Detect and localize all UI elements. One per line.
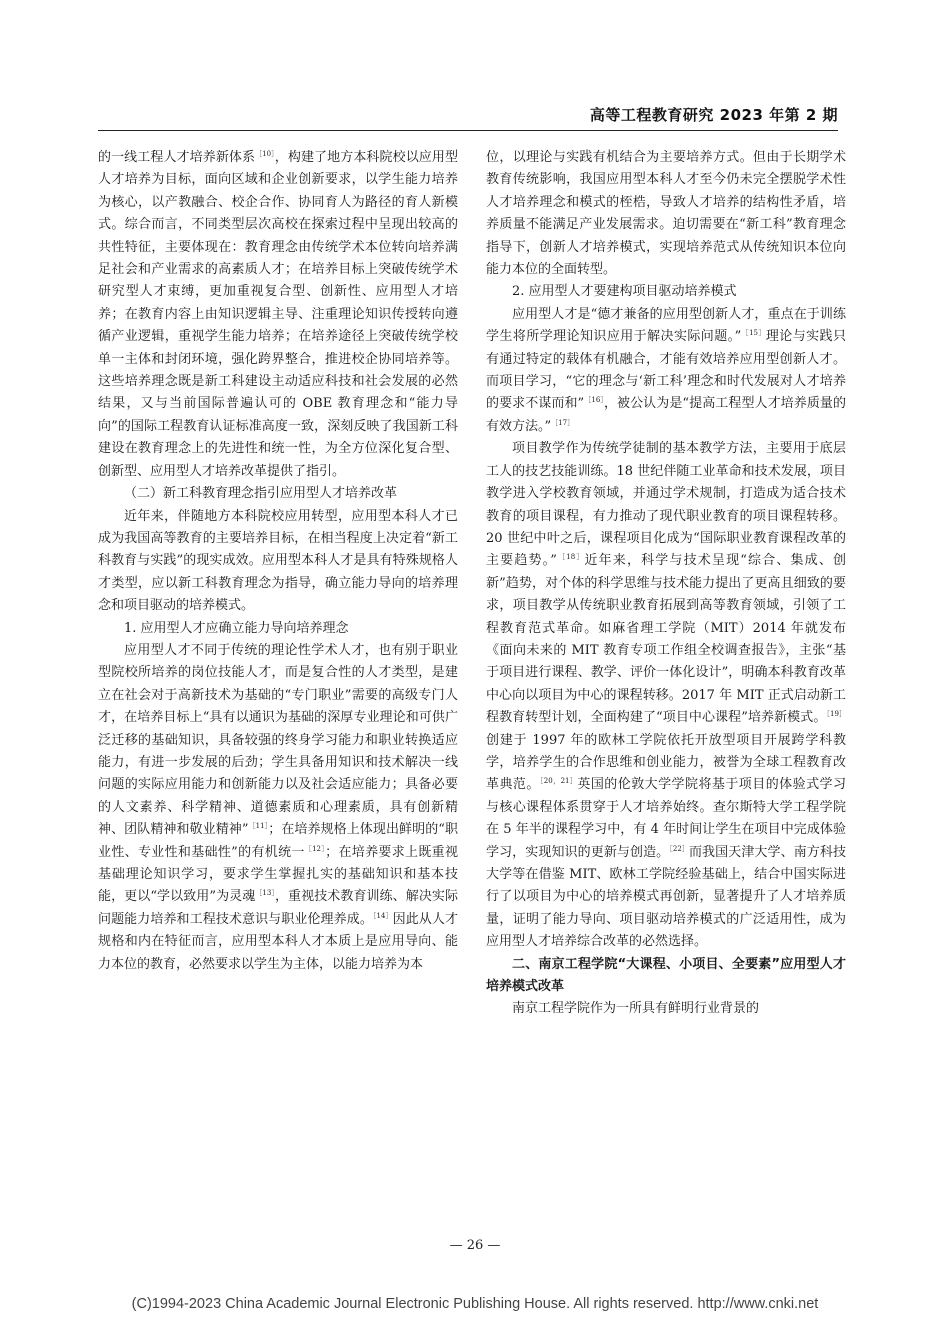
journal-issue-header: 高等工程教育研究 2023 年第 2 期 [589,106,838,124]
body-paragraph [486,438,846,953]
text-run: 1. 应用型人才应确立能力导向培养理念 [124,620,349,636]
text-run: 项目教学作为传统学徒制的基本教学方法，主要用于底层工人的技艺技能训练。18 世纪伴随工业革命和技术发展，项目教学进入学校教育领域，并通过学术规制，打造成为适合技术教育的项目课程，有力推动了现代职业教育的项目课程转移。20 世纪中叶之后，课程项目化成为“国际职业教育课程改革的主要趋势。” [486,441,846,569]
subsection-heading-1 [98,618,458,640]
section-heading-2 [98,483,458,505]
text-run: ，被公认为是“提高工程型人才培养质量的有效方法。” [486,396,846,434]
running-header [98,100,838,132]
left-column [98,147,458,976]
text-run: 应用型人才是“德才兼备的应用型创新人才，重点在于训练学生将所学理论知识应用于解决实际问题。” [486,306,846,345]
citation-ref: ［22］ [669,844,689,853]
text-run: 因此从人才规格和内在特征而言，应用型本科人才本质上是应用导向、能力本位的教育，必然要求以学生为主体，以能力培养为本 [98,911,458,972]
text-run: 的一线工程人才培养新体系 [98,150,256,165]
text-run: 创建于 1997 年的欧林工学院依托开放型项目开展跨学科教学，培养学生的合作思维和创业能力，被誉为全球工程教育改革典范。 [486,732,846,793]
text-run: 南京工程学院作为一所具有鲜明行业背景的 [512,1001,760,1017]
citation-ref: ［14］ [372,911,393,920]
text-run: 近年来，科学与技术呈现“综合、集成、创新”趋势，对个体的科学思维与技术能力提出了更高且细致的要求，项目教学从传统职业教育拓展到高等教育领域，引领了工程教育范式革命。如麻省理工学院（MIT）2014 年就发布《面向未来的 MIT 教育专项工作组全校调查报告》，主张“基于项目进行课程、教学、评价一体化设计”，明确本科教育改革中心向以项目为中心的课程转移。2017 年 MIT 正式启动新工程教育转型计划，全面构建了“项目中心课程”培养新模式。 [486,553,846,726]
text-run: 而我国天津大学、南方科技大学等在借鉴 MIT、欧林工学院经验基础上，结合中国实际进行了以项目为中心的培养模式再创新，显著提升了人才培养质量，证明了能力导向、项目驱动培养模式的广泛适用性，成为应用型人才培养综合改革的必然选择。 [486,844,846,950]
text-run: 理论与实践只有通过特定的载体有机融合，才能有效培养应用型创新人才。而项目学习，“它的理念与‘新工科’理念和时代发展对人才培养的要求不谋而和” [486,329,846,412]
citation-ref: ［12］ [304,844,326,853]
text-run: 应用型人才不同于传统的理论性学术人才，也有别于职业型院校所培养的岗位技能人才，而是复合性的人才类型，是建立在社会对于高新技术为基础的“专门职业”需要的高级专门人才，在培养目标上“具有以通识为基础的深厚专业理论和可供广泛迁移的基础知识，具备较强的终身学习能力和职业转换适应能力，有进一步发展的后劲；学生具备用知识和技术解决一线问题的实际应用能力和创新能力以及社会适应能力；具备必要的人文素养、科学精神、道德素质和心理素质，具有创新精神、团队精神和敬业精神” [98,642,458,838]
citation-ref: ［19］ [826,710,846,719]
text-run: 2. 应用型人才要建构项目驱动培养模式 [512,284,737,300]
citation-ref: ［20，21］ [539,777,578,786]
paragraph-continuation [98,147,458,483]
citation-ref: ［11］ [248,822,269,831]
text-run: 二、南京工程学院“大课程、小项目、全要素”应用型人才培养模式改革 [486,956,846,995]
text-run: ；在培养要求上既重视基础理论知识学习，要求学生掌握扎实的基础知识和基本技能，更以“学以致用”为灵魂 [98,844,458,905]
paragraph-continuation [486,147,846,281]
text-run: （二）新工科教育理念指引应用型人才培养改革 [124,486,398,502]
text-run: ，重视技术教育训练、解决实际问题能力培养和工程技术意识与职业伦理养成。 [98,889,458,927]
section-heading-two [486,954,846,999]
text-run: 近年来，伴随地方本科院校应用转型，应用型本科人才已成为我国高等教育的主要培养目标，在相当程度上决定着“新工科教育与实践”的现实成效。应用型本科人才是具有特殊规格人才类型，应以新工科教育理念为指导，确立能力导向的培养理念和项目驱动的培养模式。 [98,508,458,614]
right-column [486,147,846,1021]
text-run: ，构建了地方本科院校以应用型人才培养为目标，面向区域和企业创新要求，以学生能力培养为核心，以产教融合、校企合作、协同育人为路径的育人新模式。综合而言，不同类型层次高校在探索过程中呈现出较高的共性特征，主要体现在：教育理念由传统学术本位转向培养满足社会和产业需求的高素质人才；在培养目标上突破传统学术研究型人才束缚，更加重视复合型、创新性、应用型人才培养；在教育内容上由知识逻辑主导、注重理论知识传授转向遵循产业逻辑，重视学生能力培养；在培养途径上突破传统学校单一主体和封闭环境，强化跨界整合，推进校企协同培养等。这些培养理念既是新工科建设主动适应科技和社会发展的必然结果，又与当前国际普遍认可的 OBE 教育理念和“能力导向”的国际工程教育认证标准高度一致，深刻反映了我国新工科建设在教育理念上的先进性和统一性，为全方位深化复合型、创新型、应用型人才培养改革提供了指引。 [98,150,458,479]
text-run: ；在培养规格上体现出鲜明的“职业性、专业性和基础性”的有机统一 [98,822,458,860]
text-run: 英国的伦敦大学学院将基于项目的体验式学习与核心课程体系贯穿于人才培养始终。查尔斯特大学工程学院在 5 年半的课程学习中，有 4 年时间让学生在项目中完成体验学习，实现知识的更新与创造。 [486,777,846,860]
body-paragraph [98,640,458,976]
body-paragraph [98,506,458,618]
citation-ref: ［13］ [255,889,275,898]
citation-ref: ［16］ [584,396,604,405]
subsection-heading-2 [486,281,846,303]
page-number: — 26 — [449,1238,501,1253]
citation-ref: ［18］ [556,553,585,562]
citation-ref: ［10］ [255,150,275,158]
citation-ref: ［17］ [551,418,575,427]
body-paragraph [486,998,846,1020]
header-divider [98,130,838,131]
citation-ref: ［15］ [741,329,766,338]
text-run: 位，以理论与实践有机结合为主要培养方式。但由于长期学术教育传统影响，我国应用型本科人才至今仍未完全摆脱学术性人才培养理念和模式的桎梏，导致人才培养的结构性矛盾，培养质量不能满足产业发展需求。迫切需要在“新工科”教育理念指导下，创新人才培养模式，实现培养范式从传统知识本位向能力本位的全面转型。 [486,150,846,278]
body-paragraph [486,304,846,438]
copyright-footer: (C)1994-2023 China Academic Journal Electronic Publishing House. All rights reserved. http://www.cnki.net [131,1296,819,1312]
